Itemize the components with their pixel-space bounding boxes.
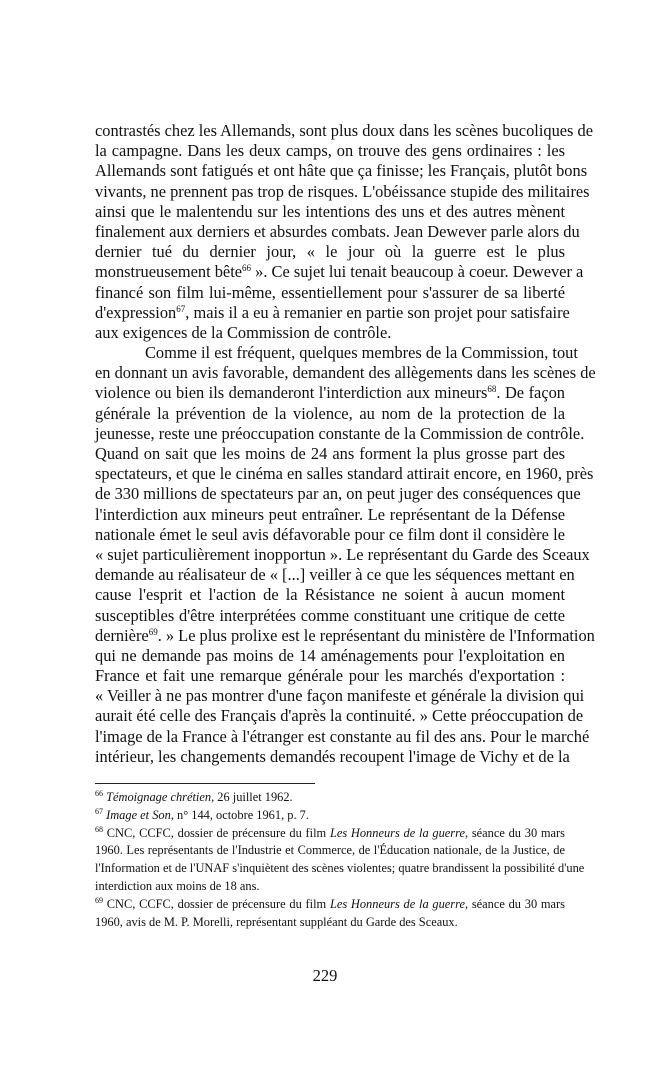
text-line [95,202,565,222]
text-run: . » Le plus prolixe est le représentant du ministère de l'Information [157,625,595,645]
text-line [95,706,584,726]
text-run: CNC, CCFC, dossier de précensure du film [103,896,330,911]
text-run: en donnant un avis favorable, demandent des allègements dans les scènes de [95,363,596,383]
text-run: d'expression [95,302,177,322]
text-run: financé son film lui-même, essentiellement pour s'assurer de sa liberté [95,282,565,302]
text-run: finalement aux derniers et absurdes combats. Jean Dewever parle alors du [95,221,580,241]
text-run: dernière [95,625,149,645]
text-line [95,625,595,646]
text-run: « sujet particulièrement inopportun ». Le représentant du Garde des Sceaux [95,544,590,564]
text-line [95,585,565,605]
footnote-line [95,825,565,843]
footnote-ref: 69 [95,895,103,905]
footnote-ref: 67 [95,806,103,816]
text-run: l'Information et de l'UNAF s'inquiètent des scènes violentes; quatre brandissent la possibilité d'une [95,861,585,876]
text-line [95,565,575,585]
italic-title: Image et Son [106,807,171,822]
footnote-ref: 68 [487,384,497,395]
text-line [95,283,565,303]
text-run: de 330 millions de spectateurs par an, on peut juger des conséquences que [95,484,581,504]
text-line [95,181,590,202]
text-line [95,363,596,383]
text-run: dernier tué du dernier jour, « le jour où la guerre est le plus [95,242,565,262]
text-line [95,323,565,343]
text-run: , n° 144, octobre 1961, p. 7. [170,807,309,822]
text-run: jeunesse, reste une préoccupation constante de la Commission de contrôle. [95,423,585,443]
text-run: Quand on sait que les moins de 24 ans forment la plus grosse part des [95,444,565,463]
text-line [95,646,565,666]
footnote-line [95,807,565,825]
text-run: l'interdiction aux mineurs peut entraîner. Le représentant de la Défense [95,504,565,524]
text-line [95,726,590,747]
text-run: , séance du 30 mars [464,896,565,911]
text-line [95,505,565,525]
text-line [95,141,565,161]
footnote-ref: 66 [242,263,252,274]
text-run: générale la prévention de la violence, au nom de la protection de la [95,403,565,423]
footnote-separator [95,783,315,784]
text-run: Comme il est fréquent, quelques membres de la Commission, tout [145,343,578,363]
text-run: interdiction aux moins de 18 ans. [95,878,260,893]
text-line [95,161,588,181]
text-run: , mais il a eu à remanier en partie son projet pour satisfaire [185,302,570,322]
italic-title: Témoignage chrétien [106,790,212,804]
text-line [95,343,578,363]
italic-title: Les Honneurs de la guerre [329,896,465,911]
text-run: demande au réalisateur de « [...] veiller à ce que les séquences mettant en [95,565,575,585]
text-run: la campagne. Dans les deux camps, on trouve des gens ordinaires : les [95,141,565,161]
text-run: 1960. Les représentants de l'Industrie et Commerce, de l'Éducation nationale, de la Justice, de [95,843,565,858]
text-line [95,242,565,262]
text-line [95,444,565,464]
text-line [95,383,565,403]
text-line [95,464,594,484]
text-run: France et fait une remarque générale pour les marchés d'exportation : [95,666,565,686]
text-line [95,484,581,504]
text-run: qui ne demande pas moins de 14 aménagements pour l'exploitation en [95,645,565,665]
text-line [95,221,580,242]
footnote-line [95,789,565,807]
text-line [95,423,585,444]
text-run: « Veiller à ne pas montrer d'une façon manifeste et générale la division qui [95,686,585,706]
body-text [95,121,596,767]
text-run: Allemands sont fatigués et ont hâte que ça finisse; les Français, plutôt bons [95,161,588,181]
text-line [95,666,565,686]
text-run: vivants, ne prennent pas trop de risques. L'obéissance stupide des militaires [95,181,590,201]
footnote-line [95,842,565,860]
text-run: . De façon [496,383,565,403]
footnotes [95,789,585,931]
footnote-line [95,896,565,914]
text-run: susceptibles d'être interprétées comme constituant une critique de cette [95,605,565,625]
text-run: monstrueusement bête [95,262,243,282]
text-run: spectateurs, et que le cinéma en salles standard attirait encore, en 1960, près [95,464,594,484]
text-line [95,746,570,767]
text-run: , séance du 30 mars [464,825,565,840]
text-run: l'image de la France à l'étranger est constante au fil des ans. Pour le marché [95,726,590,746]
text-run: violence ou bien ils demanderont l'interdiction aux mineurs [95,383,488,403]
footnote-ref: 67 [176,303,186,314]
footnote-ref: 69 [148,626,158,637]
text-run: aurait été celle des Français d'après la continuité. » Cette préoccupation de [95,706,584,726]
text-line [95,606,565,626]
text-run: CNC, CCFC, dossier de précensure du film [103,825,330,840]
text-line [95,262,584,282]
page-number: 229 [312,966,338,985]
text-line [95,121,593,141]
text-run: 1960, avis de M. P. Morelli, représentant suppléant du Garde des Sceaux. [95,914,458,929]
text-run: cause l'esprit et l'action de la Résistance ne soient à aucun moment [95,585,565,605]
text-run: aux exigences de la Commission de contrôle. [95,322,392,342]
text-run: nationale émet le seul avis défavorable pour ce film dont il considère le [95,524,565,544]
text-line [95,404,565,424]
footnote-line [95,878,565,896]
italic-title: Les Honneurs de la guerre [329,825,465,840]
footnote-ref: 68 [95,824,103,834]
text-run: ». Ce sujet lui tenait beaucoup à coeur. Dewever a [251,262,584,282]
text-run: intérieur, les changements demandés recoupent l'image de Vichy et de la [95,746,570,766]
text-line [95,544,590,565]
text-run: contrastés chez les Allemands, sont plus doux dans les scènes bucoliques de [95,121,593,140]
text-line [95,525,565,545]
footnote-line [95,860,585,878]
text-line [95,686,585,706]
text-line [95,302,570,323]
text-run: , 26 juillet 1962. [211,790,293,804]
footnote-line [95,914,565,932]
footnote-ref: 66 [95,789,103,798]
text-run: ainsi que le malentendu sur les intentions des uns et des autres mènent [95,201,565,221]
